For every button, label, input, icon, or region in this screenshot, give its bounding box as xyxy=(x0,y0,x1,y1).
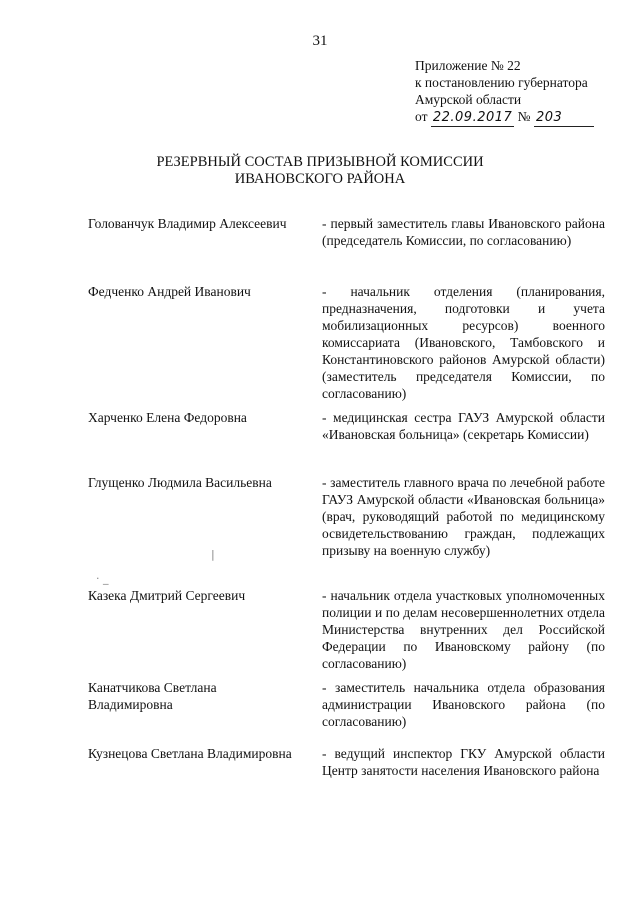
appendix-title: Приложение № 22 xyxy=(415,58,521,73)
document-title xyxy=(0,154,640,188)
member-role: - начальник отдела участковых уполномоченных полиции и по делам несовершеннолетних отдела Министерства внутренних дел Российской Федерации по Ивановскому району (по согласованию) xyxy=(322,588,605,671)
member-name: Канатчикова Светлана Владимировна xyxy=(88,680,217,712)
date-prefix: от xyxy=(415,109,428,124)
appendix-block xyxy=(415,57,625,127)
number-prefix: № xyxy=(517,109,531,124)
appendix-date-line xyxy=(415,108,625,127)
member-name: Казека Дмитрий Сергеевич xyxy=(88,588,246,603)
member-name: Голованчук Владимир Алексеевич xyxy=(88,216,287,231)
scan-mark: · _ xyxy=(96,572,109,585)
member-role: - заместитель начальника отдела образования администрации Ивановского района (по согласованию) xyxy=(322,680,605,729)
member-name: Федченко Андрей Иванович xyxy=(88,284,251,299)
member-name: Глущенко Людмила Васильевна xyxy=(88,475,272,490)
appendix-region: Амурской области xyxy=(415,92,522,107)
member-role: - начальник отделения (планирования, предназначения, подготовки и учета мобилизационных ресурсов) военного комиссариата (Ивановского, Тамбовского и Константиновского районов Амурской области) (заместитель председателя Комиссии, по согласованию) xyxy=(322,284,605,401)
handwritten-number: 203 xyxy=(534,109,594,127)
page-number: 31 xyxy=(312,33,328,49)
scan-mark: | xyxy=(211,548,215,561)
member-role: - первый заместитель главы Ивановского района (председатель Комиссии, по согласованию) xyxy=(322,216,605,248)
member-name: Кузнецова Светлана Владимировна xyxy=(88,746,292,761)
handwritten-date: 22.09.2017 xyxy=(432,110,513,125)
member-role: - медицинская сестра ГАУЗ Амурской области «Ивановская больница» (секретарь Комиссии) xyxy=(322,410,605,442)
title-line-2: ИВАНОВСКОГО РАЙОНА xyxy=(234,171,406,187)
member-role: - ведущий инспектор ГКУ Амурской области Центр занятости населения Ивановского района xyxy=(322,746,605,778)
title-line-1: РЕЗЕРВНЫЙ СОСТАВ ПРИЗЫВНОЙ КОМИССИИ xyxy=(156,154,484,170)
member-role: - заместитель главного врача по лечебной работе ГАУЗ Амурской области «Ивановская больница» (врач, руководящий работой по медицинскому освидетельствованию граждан, подлежащих призыву на военную службу) xyxy=(322,475,605,558)
appendix-decree: к постановлению губернатора xyxy=(415,75,588,90)
member-name: Харченко Елена Федоровна xyxy=(88,410,247,425)
